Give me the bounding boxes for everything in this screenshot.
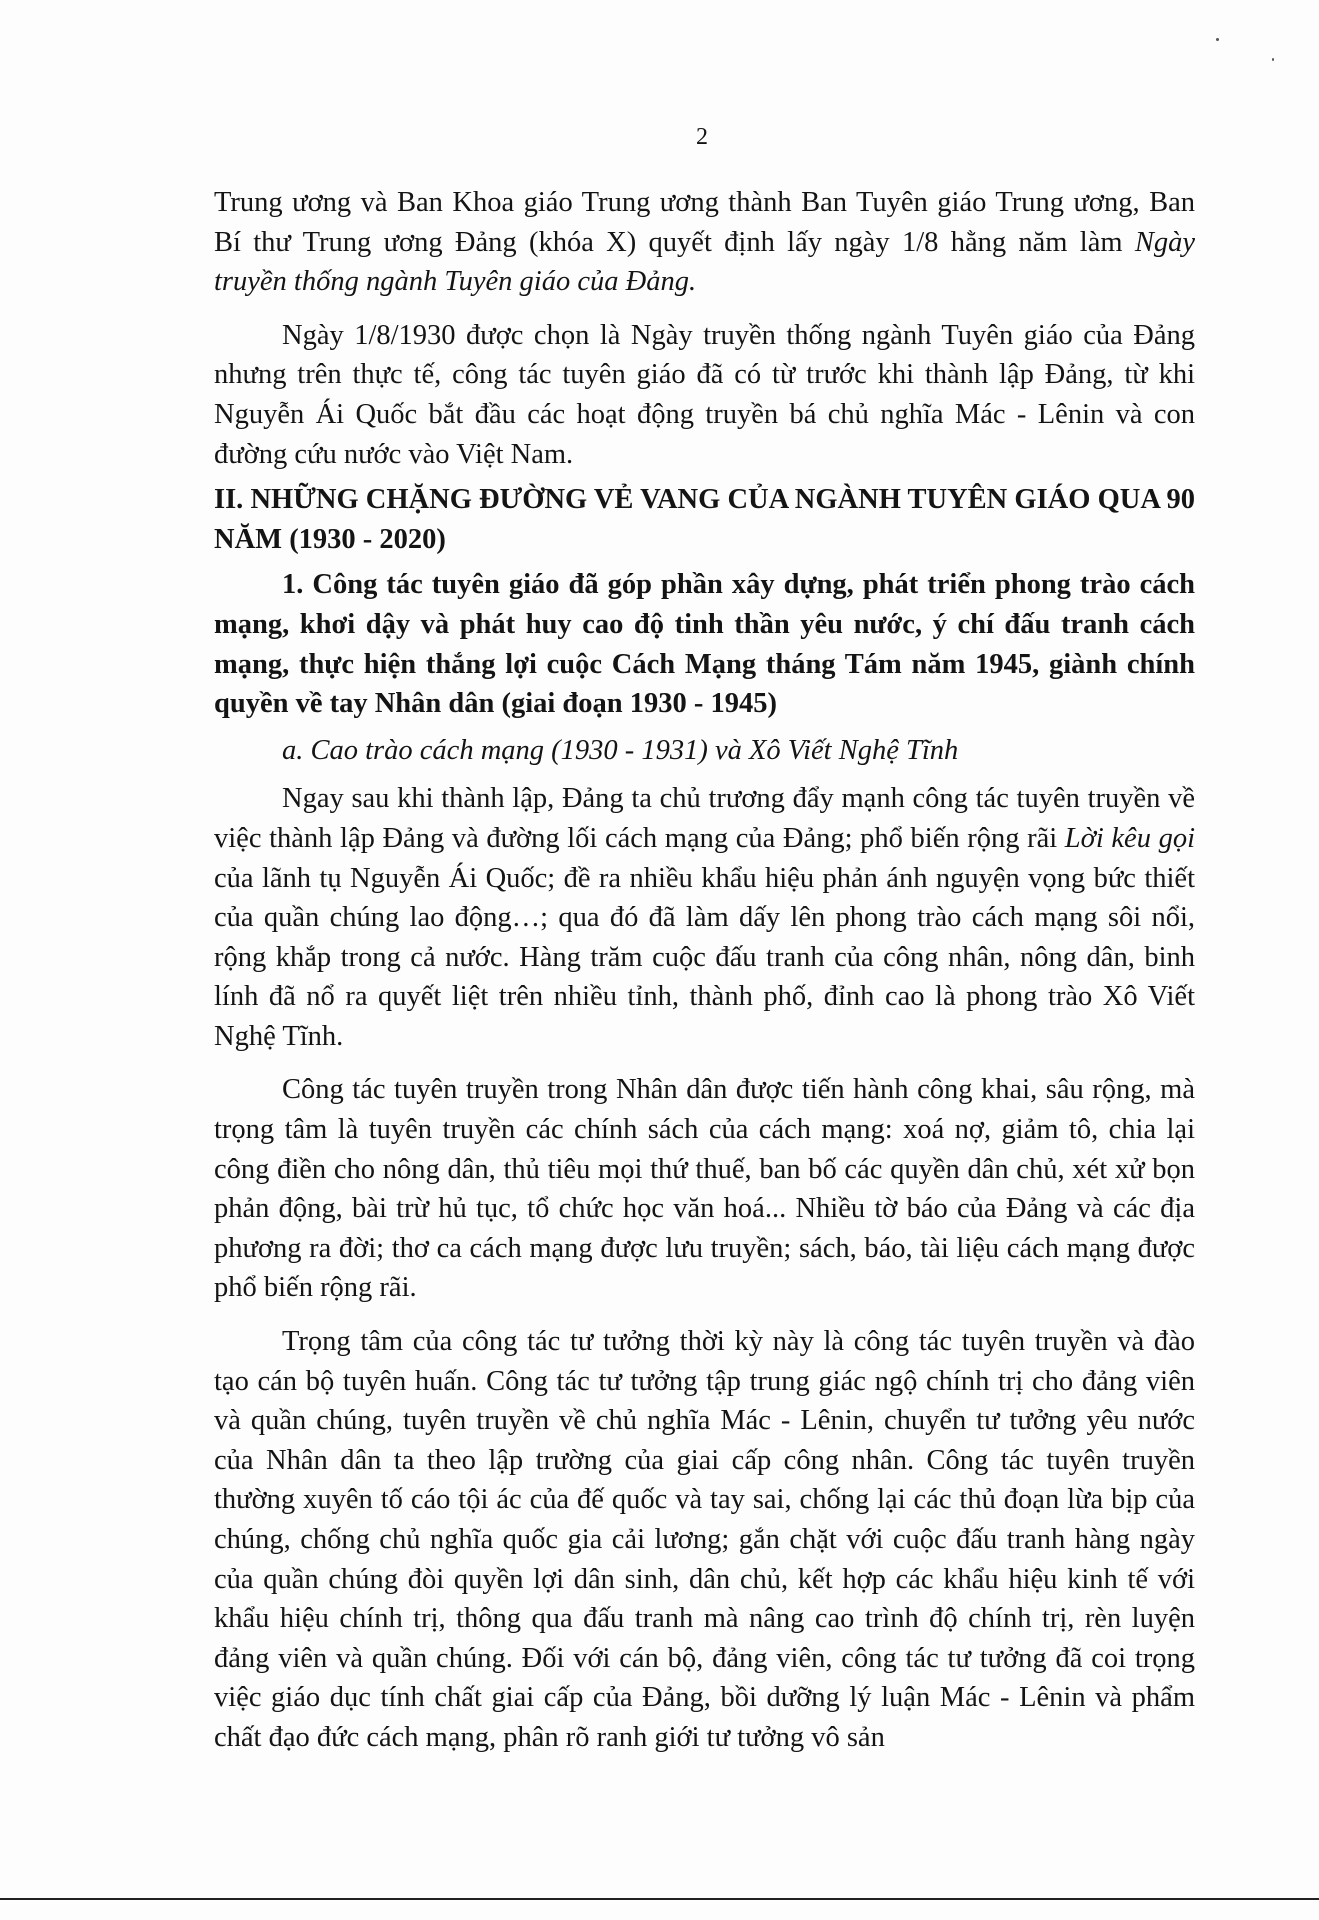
paragraph [214,183,1195,302]
paragraph-text: Công tác tuyên truyền trong Nhân dân được tiến hành công khai, sâu rộng, mà trọng tâm là tuyên truyền các chính sách của cách mạng: xoá nợ, giảm tô, chia lại công điền cho nông dân, thủ tiêu mọi thứ thuế, ban bố các quyền dân chủ, xét xử bọn phản động, bài trừ hủ tục, tổ chức học văn hoá... Nhiều tờ báo của Đảng và các địa phương ra đời; thơ ca cách mạng được lưu truyền; sách, báo, tài liệu cách mạng được phổ biến rộng rãi. [214,1074,1195,1304]
paragraph-italic-text: Lời kêu gọi [1064,822,1195,854]
paragraph [214,316,1195,474]
paragraph-text: Trọng tâm của công tác tư tưởng thời kỳ này là công tác tuyên truyền và đào tạo cán bộ tuyên huấn. Công tác tư tưởng tập trung giác ngộ chính trị cho đảng viên và quần chúng, tuyên truyền về chủ nghĩa Mác - Lênin, chuyển tư tưởng yêu nước của Nhân dân ta theo lập trường của giai cấp công nhân. Công tác tuyên truyền thường xuyên tố cáo tội ác của đế quốc và tay sai, chống lại các thủ đoạn lừa bịp của chúng, chống chủ nghĩa quốc gia cải lương; gắn chặt với cuộc đấu tranh hàng ngày của quần chúng đòi quyền lợi dân sinh, dân chủ, kết hợp các khẩu hiệu kinh tế với khẩu hiệu chính trị, thông qua đấu tranh mà nâng cao trình độ chính trị, rèn luyện đảng viên và quần chúng. Đối với cán bộ, đảng viên, công tác tư tưởng đã coi trọng việc giáo dục tính chất giai cấp của Đảng, bồi dưỡng lý luận Mác - Lênin và phẩm chất đạo đức cách mạng, phân rõ ranh giới tư tưởng vô sản [214,1326,1195,1753]
paragraph-text: Ngày 1/8/1930 được chọn là Ngày truyền thống ngành Tuyên giáo của Đảng nhưng trên thực tế, công tác tuyên giáo đã có từ trước khi thành lập Đảng, từ khi Nguyễn Ái Quốc bắt đầu các hoạt động truyền bá chủ nghĩa Mác - Lênin và con đường cứu nước vào Việt Nam. [214,319,1195,470]
subsubsection-heading: a. Cao trào cách mạng (1930 - 1931) và Xô Viết Nghệ Tĩnh [282,734,959,766]
paragraph [214,779,1195,1056]
subsection-heading: 1. Công tác tuyên giáo đã góp phần xây dựng, phát triển phong trào cách mạng, khơi dậy và phát huy cao độ tinh thần yêu nước, ý chí đấu tranh cách mạng, thực hiện thắng lợi cuộc Cách Mạng tháng Tám năm 1945, giành chính quyền về tay Nhân dân (giai đoạn 1930 - 1945) [214,569,1195,720]
paragraph [214,1322,1195,1758]
paragraph-text: của lãnh tụ Nguyễn Ái Quốc; đề ra nhiều khẩu hiệu phản ánh nguyện vọng bức thiết của quần chúng lao động…; qua đó đã làm dấy lên phong trào cách mạng sôi nổi, rộng khắp trong cả nước. Hàng trăm cuộc đấu tranh của công nhân, nông dân, binh lính đã nổ ra quyết liệt trên nhiều tỉnh, thành phố, đỉnh cao là phong trào Xô Viết Nghệ Tĩnh. [214,862,1195,1052]
page-number: 2 [696,124,708,150]
scan-speck [1272,58,1274,61]
paragraph-text: Trung ương và Ban Khoa giáo Trung ương thành Ban Tuyên giáo Trung ương, Ban Bí thư Trung ương Đảng (khóa X) quyết định lấy ngày 1/8 hằng năm làm [214,187,1195,258]
section-heading: II. NHỮNG CHẶNG ĐƯỜNG VẺ VANG CỦA NGÀNH TUYÊN GIÁO QUA 90 NĂM (1930 - 2020) [214,484,1195,555]
scan-bottom-edge [0,1898,1319,1900]
paragraph-text: Ngay sau khi thành lập, Đảng ta chủ trương đẩy mạnh công tác tuyên truyền về việc thành lập Đảng và đường lối cách mạng của Đảng; phổ biến rộng rãi [214,783,1195,854]
document-body [214,183,1195,1758]
paragraph-italic-text: Ngày truyền thống ngành Tuyên giáo của Đảng. [214,226,1195,298]
scan-speck [1216,38,1219,41]
paragraph [214,1070,1195,1308]
